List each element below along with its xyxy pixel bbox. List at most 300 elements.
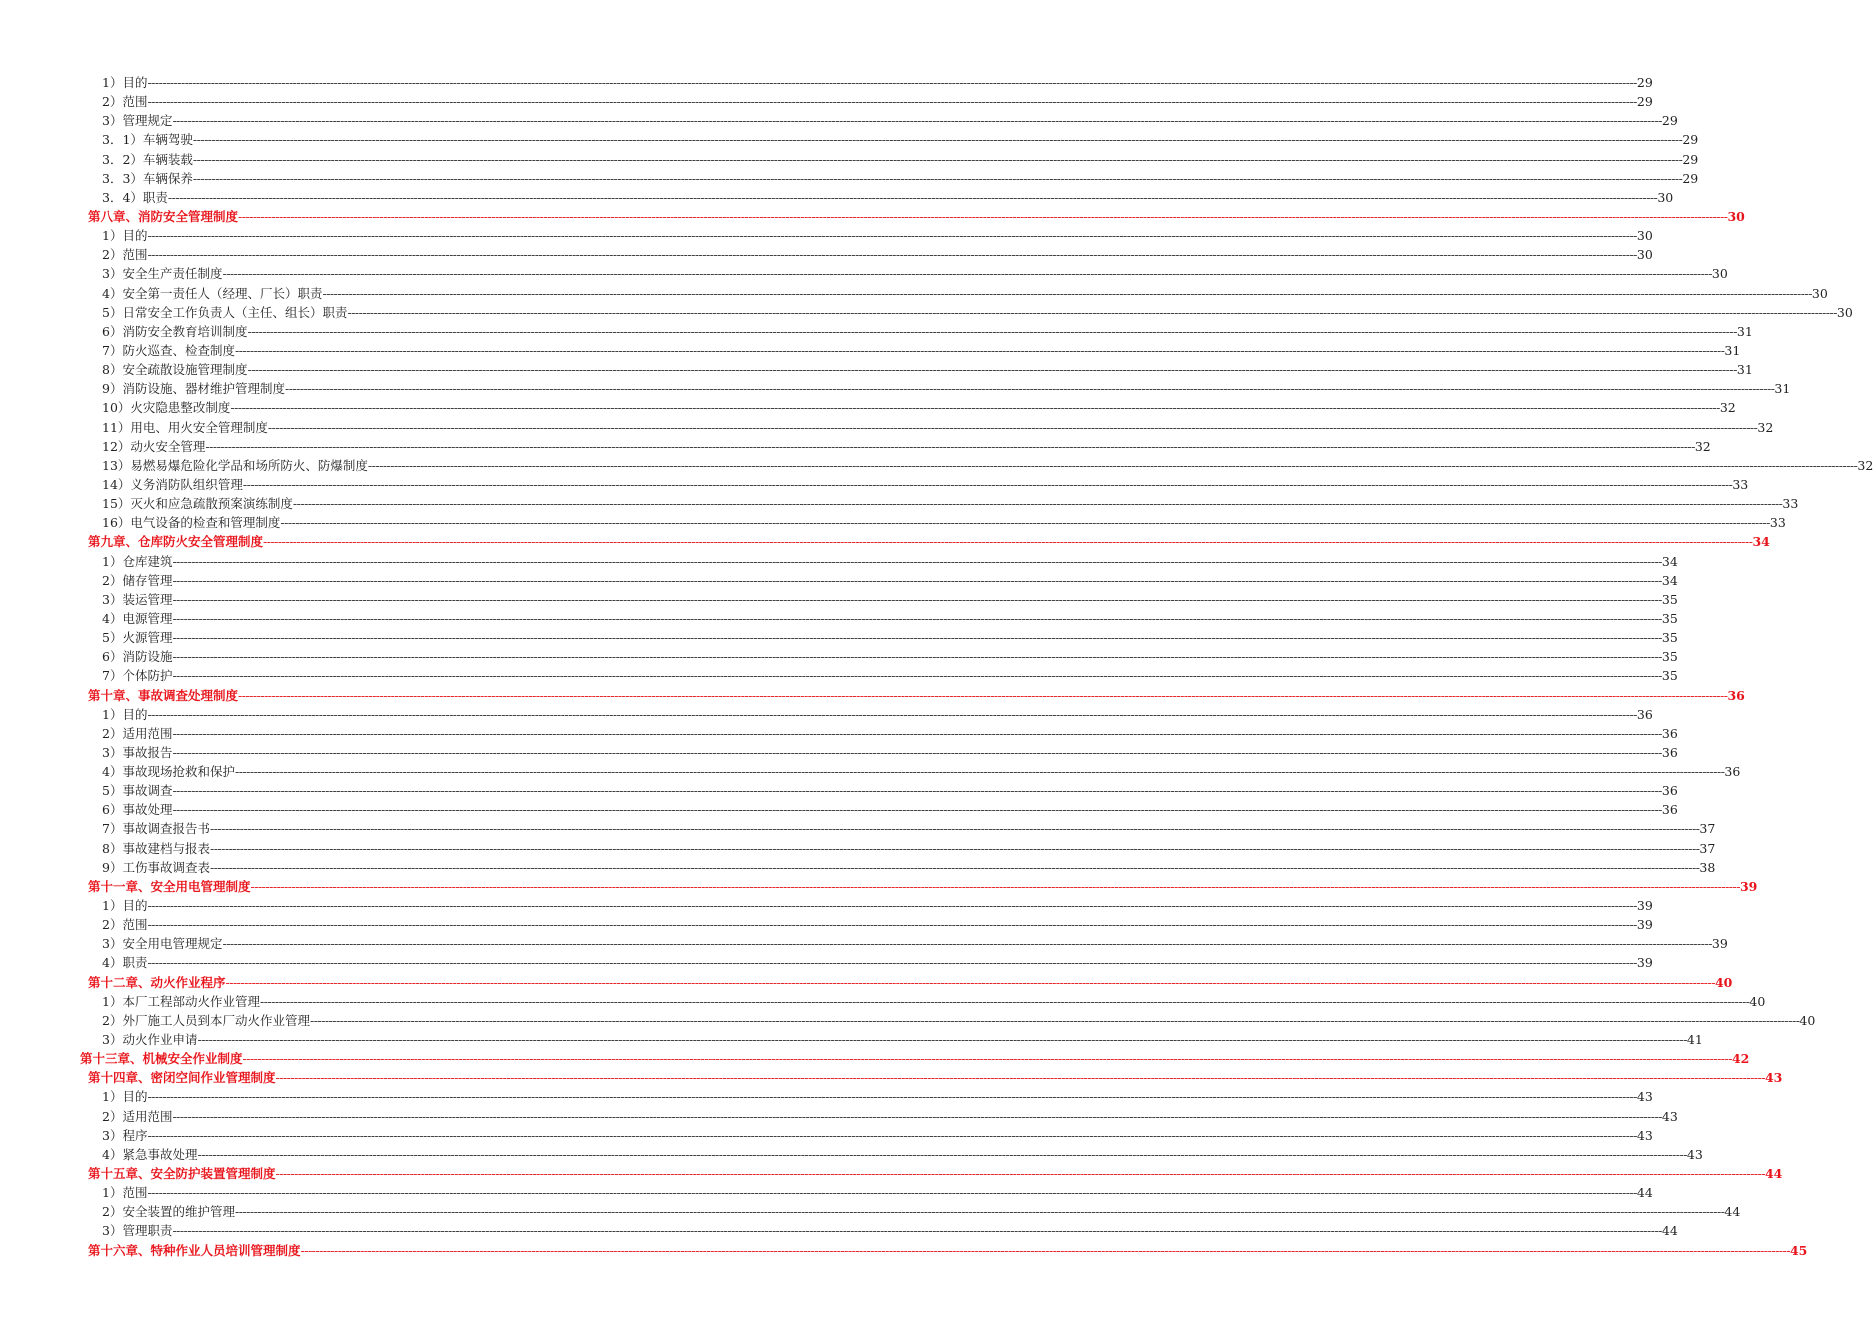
toc-page-number: 43 [1661,1108,1678,1124]
toc-entry-title: 3）管理职责 [102,1223,173,1239]
toc-page-number: 43 [1686,1146,1703,1162]
toc-entry-line [102,1087,1653,1106]
toc-entry[interactable] [0,303,1853,322]
toc-leader: ---------------------------------------------------------------------------------------------------------------------------------------------------------------------------------------------------------------------------------------------------------------------------------------------------------------------------------------------------------------------------------------------------------------- [247,323,1737,339]
toc-page-number: 32 [1857,457,1873,473]
toc-entry-title: 3．4）职责 [102,189,168,205]
toc-entry-line [102,303,1853,322]
toc-leader: ---------------------------------------------------------------------------------------------------------------------------------------------------------------------------------------------------------------------------------------------------------------------------------------------------------------------------------------------------------------------------------------------------------------- [147,1127,1637,1143]
toc-entry-title: 1）目的 [102,898,148,914]
toc-leader: ---------------------------------------------------------------------------------------------------------------------------------------------------------------------------------------------------------------------------------------------------------------------------------------------------------------------------------------------------------------------------------------------------------------- [172,802,1662,818]
toc-entry-title: 8）安全疏散设施管理制度 [102,362,248,378]
toc-entry-line [102,92,1653,111]
toc-page-number: 39 [1636,917,1653,933]
toc-leader: ---------------------------------------------------------------------------------------------------------------------------------------------------------------------------------------------------------------------------------------------------------------------------------------------------------------------------------------------------------------------------------------------------------------- [205,438,1695,454]
toc-leader: ---------------------------------------------------------------------------------------------------------------------------------------------------------------------------------------------------------------------------------------------------------------------------------------------------------------------------------------------------------------------------------------------------------------- [300,1242,1790,1258]
toc-entry-title: 1）范围 [102,1185,148,1201]
toc-page-number: 36 [1661,744,1678,760]
toc-entry-line [102,360,1753,379]
toc-page-number: 44 [1636,1185,1653,1201]
toc-entry-line [102,743,1678,762]
toc-entry-title: 第十五章、安全防护装置管理制度 [88,1166,276,1182]
toc-leader: ---------------------------------------------------------------------------------------------------------------------------------------------------------------------------------------------------------------------------------------------------------------------------------------------------------------------------------------------------------------------------------------------------------------- [192,151,1683,167]
toc-entry-title: 第十章、事故调查处理制度 [88,687,239,703]
toc-entry-title: 4）电源管理 [102,610,173,626]
toc-entry-title: 11）用电、用火安全管理制度 [102,419,268,435]
toc-entry-title: 7）个体防护 [102,668,173,684]
toc-page-number: 45 [1789,1242,1808,1258]
toc-entry-line [102,1183,1653,1202]
toc-leader: ---------------------------------------------------------------------------------------------------------------------------------------------------------------------------------------------------------------------------------------------------------------------------------------------------------------------------------------------------------------------------------------------------------------- [147,917,1637,933]
toc-leader: ---------------------------------------------------------------------------------------------------------------------------------------------------------------------------------------------------------------------------------------------------------------------------------------------------------------------------------------------------------------------------------------------------------------- [172,649,1662,665]
toc-entry[interactable] [0,398,1736,417]
toc-entry-title: 5）火源管理 [102,630,173,646]
toc-entry-title: 2）范围 [102,94,148,110]
toc-entry-line [88,1241,1808,1260]
toc-leader: ---------------------------------------------------------------------------------------------------------------------------------------------------------------------------------------------------------------------------------------------------------------------------------------------------------------------------------------------------------------------------------------------------------------- [284,381,1775,397]
toc-entry-line [102,915,1653,934]
toc-page-number: 44 [1724,1204,1741,1220]
toc-leader: ---------------------------------------------------------------------------------------------------------------------------------------------------------------------------------------------------------------------------------------------------------------------------------------------------------------------------------------------------------------------------------------------------------------- [222,936,1712,952]
toc-entry-line [102,762,1741,781]
toc-entry-title: 第十六章、特种作业人员培训管理制度 [88,1242,301,1258]
toc-entry-title: 第九章、仓库防火安全管理制度 [88,534,264,550]
toc-leader: ---------------------------------------------------------------------------------------------------------------------------------------------------------------------------------------------------------------------------------------------------------------------------------------------------------------------------------------------------------------------------------------------------------------- [225,974,1715,990]
toc-entry-title: 第十一章、安全用电管理制度 [88,878,251,894]
toc-page-number: 32 [1694,438,1711,454]
toc-entry-title: 12）动火安全管理 [102,438,206,454]
toc-page-number: 36 [1661,725,1678,741]
toc-leader: ---------------------------------------------------------------------------------------------------------------------------------------------------------------------------------------------------------------------------------------------------------------------------------------------------------------------------------------------------------------------------------------------------------------- [172,668,1662,684]
toc-entry[interactable] [0,762,1741,781]
toc-entry[interactable] [0,609,1678,628]
toc-page-number: 29 [1636,94,1653,110]
toc-entry-title: 9）消防设施、器材维护管理制度 [102,381,285,397]
toc-entry-line [102,475,1749,494]
toc-entry-title: 6）事故处理 [102,802,173,818]
toc-entry[interactable] [0,628,1678,647]
toc-entry-title: 3．2）车辆装载 [102,151,193,167]
toc-page-number: 35 [1661,630,1678,646]
toc-leader: ---------------------------------------------------------------------------------------------------------------------------------------------------------------------------------------------------------------------------------------------------------------------------------------------------------------------------------------------------------------------------------------------------------------- [172,113,1662,129]
toc-entry[interactable] [0,379,1791,398]
toc-page-number: 29 [1682,170,1699,186]
toc-leader: ---------------------------------------------------------------------------------------------------------------------------------------------------------------------------------------------------------------------------------------------------------------------------------------------------------------------------------------------------------------------------------------------------------------- [147,898,1637,914]
toc-entry-line [102,609,1678,628]
toc-leader: ---------------------------------------------------------------------------------------------------------------------------------------------------------------------------------------------------------------------------------------------------------------------------------------------------------------------------------------------------------------------------------------------------------------- [172,1223,1662,1239]
toc-entry[interactable] [0,896,1653,915]
toc-entry-title: 2）安全装置的维护管理 [102,1204,235,1220]
toc-leader: ---------------------------------------------------------------------------------------------------------------------------------------------------------------------------------------------------------------------------------------------------------------------------------------------------------------------------------------------------------------------------------------------------------------- [292,496,1783,512]
toc-page-number: 30 [1727,208,1745,224]
toc-entry-line [102,1126,1653,1145]
toc-chapter-heading[interactable] [0,877,1758,896]
toc-entry-line [102,398,1736,417]
toc-leader: ---------------------------------------------------------------------------------------------------------------------------------------------------------------------------------------------------------------------------------------------------------------------------------------------------------------------------------------------------------------------------------------------------------------- [147,955,1637,971]
toc-page-number: 36 [1727,687,1745,703]
toc-entry[interactable] [0,1221,1678,1240]
toc-entry[interactable] [0,284,1828,303]
toc-entry-title: 13）易燃易爆危险化学品和场所防火、防爆制度 [102,457,368,473]
toc-entry[interactable] [0,264,1728,283]
toc-leader: ---------------------------------------------------------------------------------------------------------------------------------------------------------------------------------------------------------------------------------------------------------------------------------------------------------------------------------------------------------------------------------------------------------------- [247,362,1737,378]
toc-leader: ---------------------------------------------------------------------------------------------------------------------------------------------------------------------------------------------------------------------------------------------------------------------------------------------------------------------------------------------------------------------------------------------------------------- [275,1166,1765,1182]
toc-chapter-heading[interactable] [0,532,1770,551]
toc-leader: ---------------------------------------------------------------------------------------------------------------------------------------------------------------------------------------------------------------------------------------------------------------------------------------------------------------------------------------------------------------------------------------------------------------- [263,534,1753,550]
toc-leader: ---------------------------------------------------------------------------------------------------------------------------------------------------------------------------------------------------------------------------------------------------------------------------------------------------------------------------------------------------------------------------------------------------------------- [192,132,1683,148]
toc-entry-title: 6）消防安全教育培训制度 [102,323,248,339]
toc-entry-line [88,1164,1783,1183]
toc-entry-title: 10）火灾隐患整改制度 [102,400,231,416]
toc-entry[interactable] [0,226,1653,245]
toc-page-number: 41 [1686,1032,1703,1048]
toc-entry-title: 4）事故现场抢救和保护 [102,764,235,780]
toc-leader: ---------------------------------------------------------------------------------------------------------------------------------------------------------------------------------------------------------------------------------------------------------------------------------------------------------------------------------------------------------------------------------------------------------------- [192,170,1683,186]
toc-entry-title: 1）仓库建筑 [102,553,173,569]
toc-leader: ---------------------------------------------------------------------------------------------------------------------------------------------------------------------------------------------------------------------------------------------------------------------------------------------------------------------------------------------------------------------------------------------------------------- [172,591,1662,607]
toc-page-number: 44 [1661,1223,1678,1239]
toc-entry-title: 3）安全用电管理规定 [102,936,223,952]
toc-page-number: 43 [1764,1070,1783,1086]
toc-entry[interactable] [0,819,1716,838]
toc-entry[interactable] [0,953,1653,972]
toc-leader: ---------------------------------------------------------------------------------------------------------------------------------------------------------------------------------------------------------------------------------------------------------------------------------------------------------------------------------------------------------------------------------------------------------------- [367,457,1858,473]
toc-entry-line [102,1030,1703,1049]
toc-chapter-heading[interactable] [0,973,1733,992]
toc-entry[interactable] [0,992,1766,1011]
toc-entry[interactable] [0,494,1799,513]
toc-entry-line [88,973,1733,992]
toc-entry[interactable] [0,322,1753,341]
toc-entry-title: 6）消防设施 [102,649,173,665]
toc-page-number: 34 [1752,534,1770,550]
toc-page-number: 35 [1661,610,1678,626]
toc-entry[interactable] [0,934,1728,953]
toc-page-number: 39 [1711,936,1728,952]
toc-leader: ---------------------------------------------------------------------------------------------------------------------------------------------------------------------------------------------------------------------------------------------------------------------------------------------------------------------------------------------------------------------------------------------------------------- [147,1089,1637,1105]
toc-entry[interactable] [0,1011,1816,1030]
toc-leader: ---------------------------------------------------------------------------------------------------------------------------------------------------------------------------------------------------------------------------------------------------------------------------------------------------------------------------------------------------------------------------------------------------------------- [234,1204,1725,1220]
toc-entry-line [102,590,1678,609]
toc-leader: ---------------------------------------------------------------------------------------------------------------------------------------------------------------------------------------------------------------------------------------------------------------------------------------------------------------------------------------------------------------------------------------------------------------- [172,630,1662,646]
toc-leader: ---------------------------------------------------------------------------------------------------------------------------------------------------------------------------------------------------------------------------------------------------------------------------------------------------------------------------------------------------------------------------------------------------------------- [197,1032,1687,1048]
toc-entry[interactable] [0,839,1716,858]
toc-entry-line [102,379,1791,398]
toc-page-number: 30 [1711,266,1728,282]
toc-entry-line [102,418,1774,437]
toc-page-number: 39 [1636,898,1653,914]
toc-leader: ---------------------------------------------------------------------------------------------------------------------------------------------------------------------------------------------------------------------------------------------------------------------------------------------------------------------------------------------------------------------------------------------------------------- [309,1012,1800,1028]
toc-page-number: 29 [1636,75,1653,90]
toc-entry-line [102,571,1678,590]
toc-leader: ---------------------------------------------------------------------------------------------------------------------------------------------------------------------------------------------------------------------------------------------------------------------------------------------------------------------------------------------------------------------------------------------------------------- [172,783,1662,799]
toc-entry-title: 第十四章、密闭空间作业管理制度 [88,1070,276,1086]
toc-entry[interactable] [0,800,1678,819]
toc-page-number: 34 [1661,553,1678,569]
toc-leader: ---------------------------------------------------------------------------------------------------------------------------------------------------------------------------------------------------------------------------------------------------------------------------------------------------------------------------------------------------------------------------------------------------------------- [280,515,1770,531]
toc-leader: ---------------------------------------------------------------------------------------------------------------------------------------------------------------------------------------------------------------------------------------------------------------------------------------------------------------------------------------------------------------------------------------------------------------- [197,1146,1687,1162]
toc-leader: ---------------------------------------------------------------------------------------------------------------------------------------------------------------------------------------------------------------------------------------------------------------------------------------------------------------------------------------------------------------------------------------------------------------- [222,266,1712,282]
toc-entry-title: 2）储存管理 [102,572,173,588]
toc-page-number: 38 [1699,859,1716,875]
toc-page-number: 42 [1731,1051,1750,1067]
toc-page-number: 29 [1682,132,1699,148]
toc-entry[interactable] [0,341,1741,360]
toc-entry-title: 1）目的 [102,228,148,244]
toc-leader: ---------------------------------------------------------------------------------------------------------------------------------------------------------------------------------------------------------------------------------------------------------------------------------------------------------------------------------------------------------------------------------------------------------------- [209,840,1700,856]
toc-entry[interactable] [0,705,1653,724]
toc-entry[interactable] [0,245,1653,264]
toc-entry[interactable] [0,130,1699,149]
toc-entry-title: 2）外厂施工人员到本厂动火作业管理 [102,1012,310,1028]
toc-page-number: 31 [1724,342,1741,358]
toc-chapter-heading[interactable] [0,1068,1783,1087]
toc-entry-title: 第八章、消防安全管理制度 [88,208,239,224]
toc-entry-title: 第十二章、动火作业程序 [88,974,226,990]
toc-entry-line [102,437,1711,456]
toc-entry-title: 4）职责 [102,955,148,971]
toc-entry-line [102,1145,1703,1164]
toc-page-number: 29 [1682,151,1699,167]
toc-page-number: 30 [1657,189,1674,205]
toc-leader: ---------------------------------------------------------------------------------------------------------------------------------------------------------------------------------------------------------------------------------------------------------------------------------------------------------------------------------------------------------------------------------------------------------------- [250,878,1740,894]
toc-entry-line [102,1221,1678,1240]
toc-chapter-heading[interactable] [0,686,1745,705]
toc-entry[interactable] [0,1030,1703,1049]
toc-entry-title: 2）适用范围 [102,1108,173,1124]
table-of-contents [0,73,1873,1260]
toc-entry[interactable] [0,475,1749,494]
toc-entry[interactable] [0,188,1674,207]
toc-entry-title: 4）紧急事故处理 [102,1146,198,1162]
toc-entry[interactable] [0,666,1678,685]
toc-entry[interactable] [0,111,1678,130]
toc-page-number: 29 [1661,113,1678,129]
toc-leader: ---------------------------------------------------------------------------------------------------------------------------------------------------------------------------------------------------------------------------------------------------------------------------------------------------------------------------------------------------------------------------------------------------------------- [147,706,1637,722]
toc-leader: ---------------------------------------------------------------------------------------------------------------------------------------------------------------------------------------------------------------------------------------------------------------------------------------------------------------------------------------------------------------------------------------------------------------- [238,687,1728,703]
toc-page-number: 40 [1799,1012,1816,1028]
toc-entry-title: 2）适用范围 [102,725,173,741]
toc-entry[interactable] [0,1145,1703,1164]
toc-page-number: 40 [1749,993,1766,1009]
toc-entry-line [88,1068,1783,1087]
toc-entry[interactable] [0,513,1786,532]
toc-entry[interactable] [0,1126,1653,1145]
toc-leader: ---------------------------------------------------------------------------------------------------------------------------------------------------------------------------------------------------------------------------------------------------------------------------------------------------------------------------------------------------------------------------------------------------------------- [209,821,1700,837]
toc-leader: ---------------------------------------------------------------------------------------------------------------------------------------------------------------------------------------------------------------------------------------------------------------------------------------------------------------------------------------------------------------------------------------------------------------- [259,993,1750,1009]
toc-entry-line [88,532,1770,551]
toc-entry-line [102,73,1653,92]
toc-page-number: 36 [1661,802,1678,818]
toc-entry-title: 3）管理规定 [102,113,173,129]
toc-chapter-heading[interactable] [0,1241,1808,1260]
toc-entry-title: 3．1）车辆驾驶 [102,132,193,148]
toc-entry[interactable] [0,552,1678,571]
toc-entry-title: 5）日常安全工作负责人（主任、组长）职责 [102,304,348,320]
toc-page-number: 36 [1636,706,1653,722]
toc-leader: ---------------------------------------------------------------------------------------------------------------------------------------------------------------------------------------------------------------------------------------------------------------------------------------------------------------------------------------------------------------------------------------------------------------- [167,189,1658,205]
toc-entry-line [102,819,1716,838]
toc-leader: ---------------------------------------------------------------------------------------------------------------------------------------------------------------------------------------------------------------------------------------------------------------------------------------------------------------------------------------------------------------------------------------------------------------- [172,610,1662,626]
toc-entry-line [102,552,1678,571]
toc-entry-line [88,877,1758,896]
toc-entry-title: 7）防火巡查、检查制度 [102,342,235,358]
toc-leader: ---------------------------------------------------------------------------------------------------------------------------------------------------------------------------------------------------------------------------------------------------------------------------------------------------------------------------------------------------------------------------------------------------------------- [234,342,1725,358]
toc-page-number: 40 [1714,974,1733,990]
toc-leader: ---------------------------------------------------------------------------------------------------------------------------------------------------------------------------------------------------------------------------------------------------------------------------------------------------------------------------------------------------------------------------------------------------------------- [147,247,1637,263]
toc-page-number: 44 [1764,1166,1783,1182]
toc-entry-line [102,130,1699,149]
toc-entry[interactable] [0,781,1678,800]
toc-entry[interactable] [0,1183,1653,1202]
toc-page-number: 37 [1699,821,1716,837]
toc-entry[interactable] [0,360,1753,379]
toc-entry-line [102,513,1786,532]
toc-entry[interactable] [0,169,1699,188]
toc-entry-title: 5）事故调查 [102,783,173,799]
toc-page-number: 30 [1836,304,1853,320]
toc-entry-line [102,1202,1741,1221]
toc-leader: ---------------------------------------------------------------------------------------------------------------------------------------------------------------------------------------------------------------------------------------------------------------------------------------------------------------------------------------------------------------------------------------------------------------- [209,859,1700,875]
toc-page-number: 35 [1661,668,1678,684]
toc-page-number: 31 [1774,381,1791,397]
toc-leader: ---------------------------------------------------------------------------------------------------------------------------------------------------------------------------------------------------------------------------------------------------------------------------------------------------------------------------------------------------------------------------------------------------------------- [172,744,1662,760]
toc-page-number: 30 [1636,228,1653,244]
toc-entry[interactable] [0,858,1716,877]
toc-entry-title: 14）义务消防队组织管理 [102,476,243,492]
toc-entry-title: 第十三章、机械安全作业制度 [80,1051,243,1067]
toc-entry-line [102,705,1653,724]
toc-entry-title: 2）范围 [102,917,148,933]
toc-chapter-heading[interactable] [0,1164,1783,1183]
toc-entry-title: 1）目的 [102,706,148,722]
toc-entry[interactable] [0,571,1678,590]
toc-page-number: 33 [1732,476,1749,492]
toc-entry-line [102,647,1678,666]
toc-entry[interactable] [0,1087,1653,1106]
toc-leader: ---------------------------------------------------------------------------------------------------------------------------------------------------------------------------------------------------------------------------------------------------------------------------------------------------------------------------------------------------------------------------------------------------------------- [172,572,1662,588]
toc-leader: ---------------------------------------------------------------------------------------------------------------------------------------------------------------------------------------------------------------------------------------------------------------------------------------------------------------------------------------------------------------------------------------------------------------- [242,476,1733,492]
toc-entry-line [102,284,1828,303]
toc-entry[interactable] [0,418,1774,437]
toc-entry-title: 2）范围 [102,247,148,263]
toc-entry-line [102,150,1699,169]
toc-leader: ---------------------------------------------------------------------------------------------------------------------------------------------------------------------------------------------------------------------------------------------------------------------------------------------------------------------------------------------------------------------------------------------------------------- [347,304,1837,320]
toc-leader: ---------------------------------------------------------------------------------------------------------------------------------------------------------------------------------------------------------------------------------------------------------------------------------------------------------------------------------------------------------------------------------------------------------------- [147,1185,1637,1201]
toc-entry-line [102,188,1674,207]
toc-entry-title: 1）目的 [102,1089,148,1105]
toc-page-number: 39 [1739,878,1758,894]
toc-page-number: 32 [1757,419,1774,435]
toc-leader: ---------------------------------------------------------------------------------------------------------------------------------------------------------------------------------------------------------------------------------------------------------------------------------------------------------------------------------------------------------------------------------------------------------------- [147,94,1637,110]
toc-chapter-heading[interactable] [0,1049,1750,1068]
toc-entry-line [102,494,1799,513]
toc-page-number: 31 [1736,323,1753,339]
toc-entry[interactable] [0,1107,1678,1126]
toc-entry-line [102,245,1653,264]
toc-entry-title: 15）灭火和应急疏散预案演练制度 [102,496,293,512]
toc-leader: ---------------------------------------------------------------------------------------------------------------------------------------------------------------------------------------------------------------------------------------------------------------------------------------------------------------------------------------------------------------------------------------------------------------- [147,75,1637,90]
toc-entry-line [102,839,1716,858]
toc-page-number: 30 [1636,247,1653,263]
toc-page-number: 43 [1636,1089,1653,1105]
toc-entry-title: 3）安全生产责任制度 [102,266,223,282]
toc-entry[interactable] [0,437,1711,456]
toc-page-number: 35 [1661,591,1678,607]
toc-leader: ---------------------------------------------------------------------------------------------------------------------------------------------------------------------------------------------------------------------------------------------------------------------------------------------------------------------------------------------------------------------------------------------------------------- [267,419,1758,435]
toc-entry[interactable] [0,647,1678,666]
toc-entry-title: 1）本厂工程部动火作业管理 [102,993,260,1009]
toc-entry-line [102,1011,1816,1030]
toc-entry[interactable] [0,1202,1741,1221]
toc-leader: ---------------------------------------------------------------------------------------------------------------------------------------------------------------------------------------------------------------------------------------------------------------------------------------------------------------------------------------------------------------------------------------------------------------- [172,553,1662,569]
toc-entry-title: 1）目的 [102,75,148,90]
toc-entry-line [102,953,1653,972]
toc-entry[interactable] [0,73,1653,92]
toc-page-number: 36 [1661,783,1678,799]
toc-entry-title: 8）事故建档与报表 [102,840,210,856]
toc-entry-line [102,781,1678,800]
toc-entry[interactable] [0,590,1678,609]
toc-entry[interactable] [0,743,1678,762]
toc-entry-line [102,456,1873,475]
toc-entry-line [102,934,1728,953]
toc-entry-title: 9）工伤事故调查表 [102,859,210,875]
toc-entry[interactable] [0,150,1699,169]
toc-page-number: 30 [1811,285,1828,301]
toc-entry-title: 3）动火作业申请 [102,1032,198,1048]
toc-entry[interactable] [0,724,1678,743]
toc-entry-line [102,264,1728,283]
toc-entry[interactable] [0,456,1873,475]
toc-page-number: 31 [1736,362,1753,378]
toc-leader: ---------------------------------------------------------------------------------------------------------------------------------------------------------------------------------------------------------------------------------------------------------------------------------------------------------------------------------------------------------------------------------------------------------------- [230,400,1720,416]
toc-leader: ---------------------------------------------------------------------------------------------------------------------------------------------------------------------------------------------------------------------------------------------------------------------------------------------------------------------------------------------------------------------------------------------------------------- [172,1108,1662,1124]
toc-page-number: 34 [1661,572,1678,588]
toc-entry-line [102,724,1678,743]
toc-page-number: 37 [1699,840,1716,856]
toc-entry-line [102,111,1678,130]
toc-page-number: 43 [1636,1127,1653,1143]
toc-entry-line [102,666,1678,685]
toc-entry-line [88,207,1745,226]
toc-entry-line [102,896,1653,915]
toc-entry-line [102,628,1678,647]
toc-leader: ---------------------------------------------------------------------------------------------------------------------------------------------------------------------------------------------------------------------------------------------------------------------------------------------------------------------------------------------------------------------------------------------------------------- [147,228,1637,244]
toc-leader: ---------------------------------------------------------------------------------------------------------------------------------------------------------------------------------------------------------------------------------------------------------------------------------------------------------------------------------------------------------------------------------------------------------------- [172,725,1662,741]
toc-entry[interactable] [0,92,1653,111]
toc-entry-line [88,686,1745,705]
toc-leader: ---------------------------------------------------------------------------------------------------------------------------------------------------------------------------------------------------------------------------------------------------------------------------------------------------------------------------------------------------------------------------------------------------------------- [234,764,1725,780]
toc-entry-title: 16）电气设备的检查和管理制度 [102,515,281,531]
toc-entry-line [102,992,1766,1011]
toc-entry-line [102,800,1678,819]
toc-leader: ---------------------------------------------------------------------------------------------------------------------------------------------------------------------------------------------------------------------------------------------------------------------------------------------------------------------------------------------------------------------------------------------------------------- [238,208,1728,224]
toc-chapter-heading[interactable] [0,207,1745,226]
toc-leader: ---------------------------------------------------------------------------------------------------------------------------------------------------------------------------------------------------------------------------------------------------------------------------------------------------------------------------------------------------------------------------------------------------------------- [275,1070,1765,1086]
toc-entry[interactable] [0,915,1653,934]
toc-entry-title: 3．3）车辆保养 [102,170,193,186]
toc-leader: ---------------------------------------------------------------------------------------------------------------------------------------------------------------------------------------------------------------------------------------------------------------------------------------------------------------------------------------------------------------------------------------------------------------- [322,285,1812,301]
toc-entry-title: 7）事故调查报告书 [102,821,210,837]
toc-entry-line [102,169,1699,188]
toc-page-number: 33 [1782,496,1799,512]
toc-entry-title: 3）事故报告 [102,744,173,760]
toc-entry-line [102,341,1741,360]
toc-entry-title: 4）安全第一责任人（经理、厂长）职责 [102,285,323,301]
toc-page-number: 32 [1719,400,1736,416]
toc-page-number: 36 [1724,764,1741,780]
